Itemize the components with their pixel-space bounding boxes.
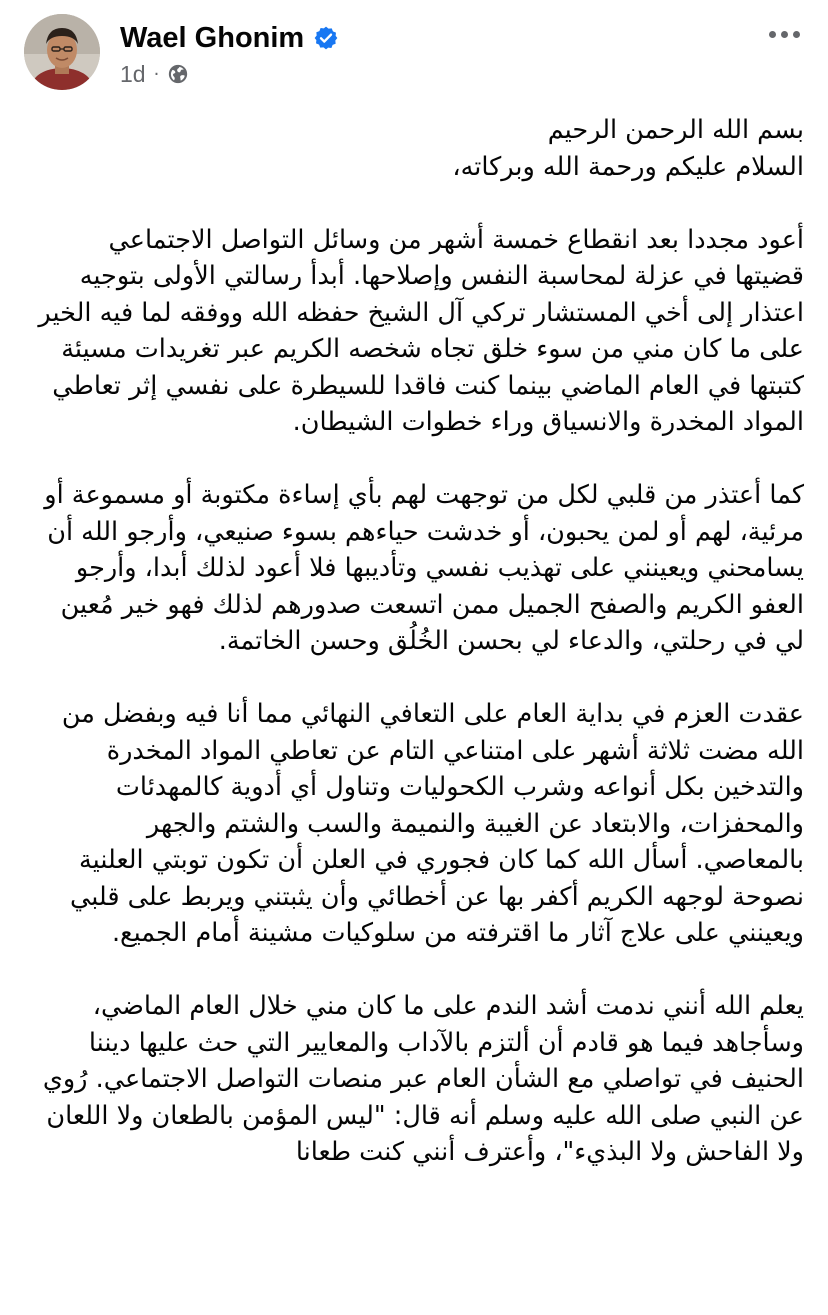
meta-separator: ·	[153, 63, 160, 85]
more-dot	[793, 31, 800, 38]
more-options-button[interactable]	[760, 14, 808, 54]
verified-badge-icon	[313, 25, 339, 51]
profile-photo-icon	[24, 14, 100, 90]
author-name-row	[120, 20, 339, 56]
more-dot	[769, 31, 776, 38]
author-avatar[interactable]	[24, 14, 100, 90]
post-body	[34, 112, 804, 1207]
post-timestamp[interactable]: 1d	[120, 60, 146, 87]
post-meta	[120, 60, 189, 88]
post-paragraph-4: عقدت العزم في بداية العام على التعافي النهائي مما أنا فيه وبفضل من الله مضت ثلاثة أشهر على امتناعي التام عن تعاطي المواد المخدرة والتدخين بكل أنواعه وشرب الكحوليات وتناول أي أدوية كالمهدئات والمحفزات، والابتعاد عن الغيبة والنميمة والسب والشتم والجهر بالمعاصي. أسأل الله كما كان فجوري في العلن أن تكون توبتي العلنية نصوحة لوجهه الكريم أكفر بها عن أخطائي وأن يثبتني ويربط على قلبي ويعينني على علاج آثار ما اقترفته من سلوكيات مشينة أمام الجميع.	[61, 699, 804, 948]
author-name[interactable]: Wael Ghonim	[120, 21, 305, 54]
globe-icon[interactable]	[167, 63, 189, 85]
post-header	[0, 0, 828, 100]
post-paragraph-3: كما أعتذر من قلبي لكل من توجهت لهم بأي إساءة مكتوبة أو مسموعة أو مرئية، لهم أو لمن يحبون، أو خدشت حياءهم بسوء صنيعي، وأرجو الله أن يسامحني ويعينني على تهذيب نفسي وتأديبها فلا أعود لذلك أبدا، وأرجو العفو الكريم والصفح الجميل ممن اتسعت صدورهم لذلك فهو خير مُعين لي في رحلتي، والدعاء لي بحسن الخُلُق وحسن الخاتمة.	[44, 480, 804, 656]
more-dot	[781, 31, 788, 38]
post-paragraph-2: أعود مجددا بعد انقطاع خمسة أشهر من وسائل التواصل الاجتماعي قضيتها في عزلة لمحاسبة النفس وإصلاحها. أبدأ رسالتي الأولى بتوجيه اعتذار إلى أخي المستشار تركي آل الشيخ حفظه الله ووفقه لما فيه الخير على ما كان مني من سوء خلق تجاه شخصه الكريم عبر تغريدات مسيئة كتبتها في العام الماضي بينما كنت فاقدا للسيطرة على نفسي إثر تعاطي المواد المخدرة والانسياق وراء خطوات الشيطان.	[38, 224, 804, 437]
post-paragraph-1: بسم الله الرحمن الرحيم السلام عليكم ورحمة الله وبركاته،	[452, 115, 804, 182]
post-paragraph-5: يعلم الله أنني ندمت أشد الندم على ما كان مني خلال العام الماضي، وسأجاهد فيما هو قادم أن ألتزم بالآداب والمعايير التي حث عليها ديننا الحنيف في تواصلي مع الشأن العام عبر منصات التواصل الاجتماعي. رُوي عن النبي صلى الله عليه وسلم أنه قال: "ليس المؤمن بالطعان ولا اللعان ولا الفاحش ولا البذيء"، وأعترف أنني كنت طعانا	[42, 991, 804, 1167]
